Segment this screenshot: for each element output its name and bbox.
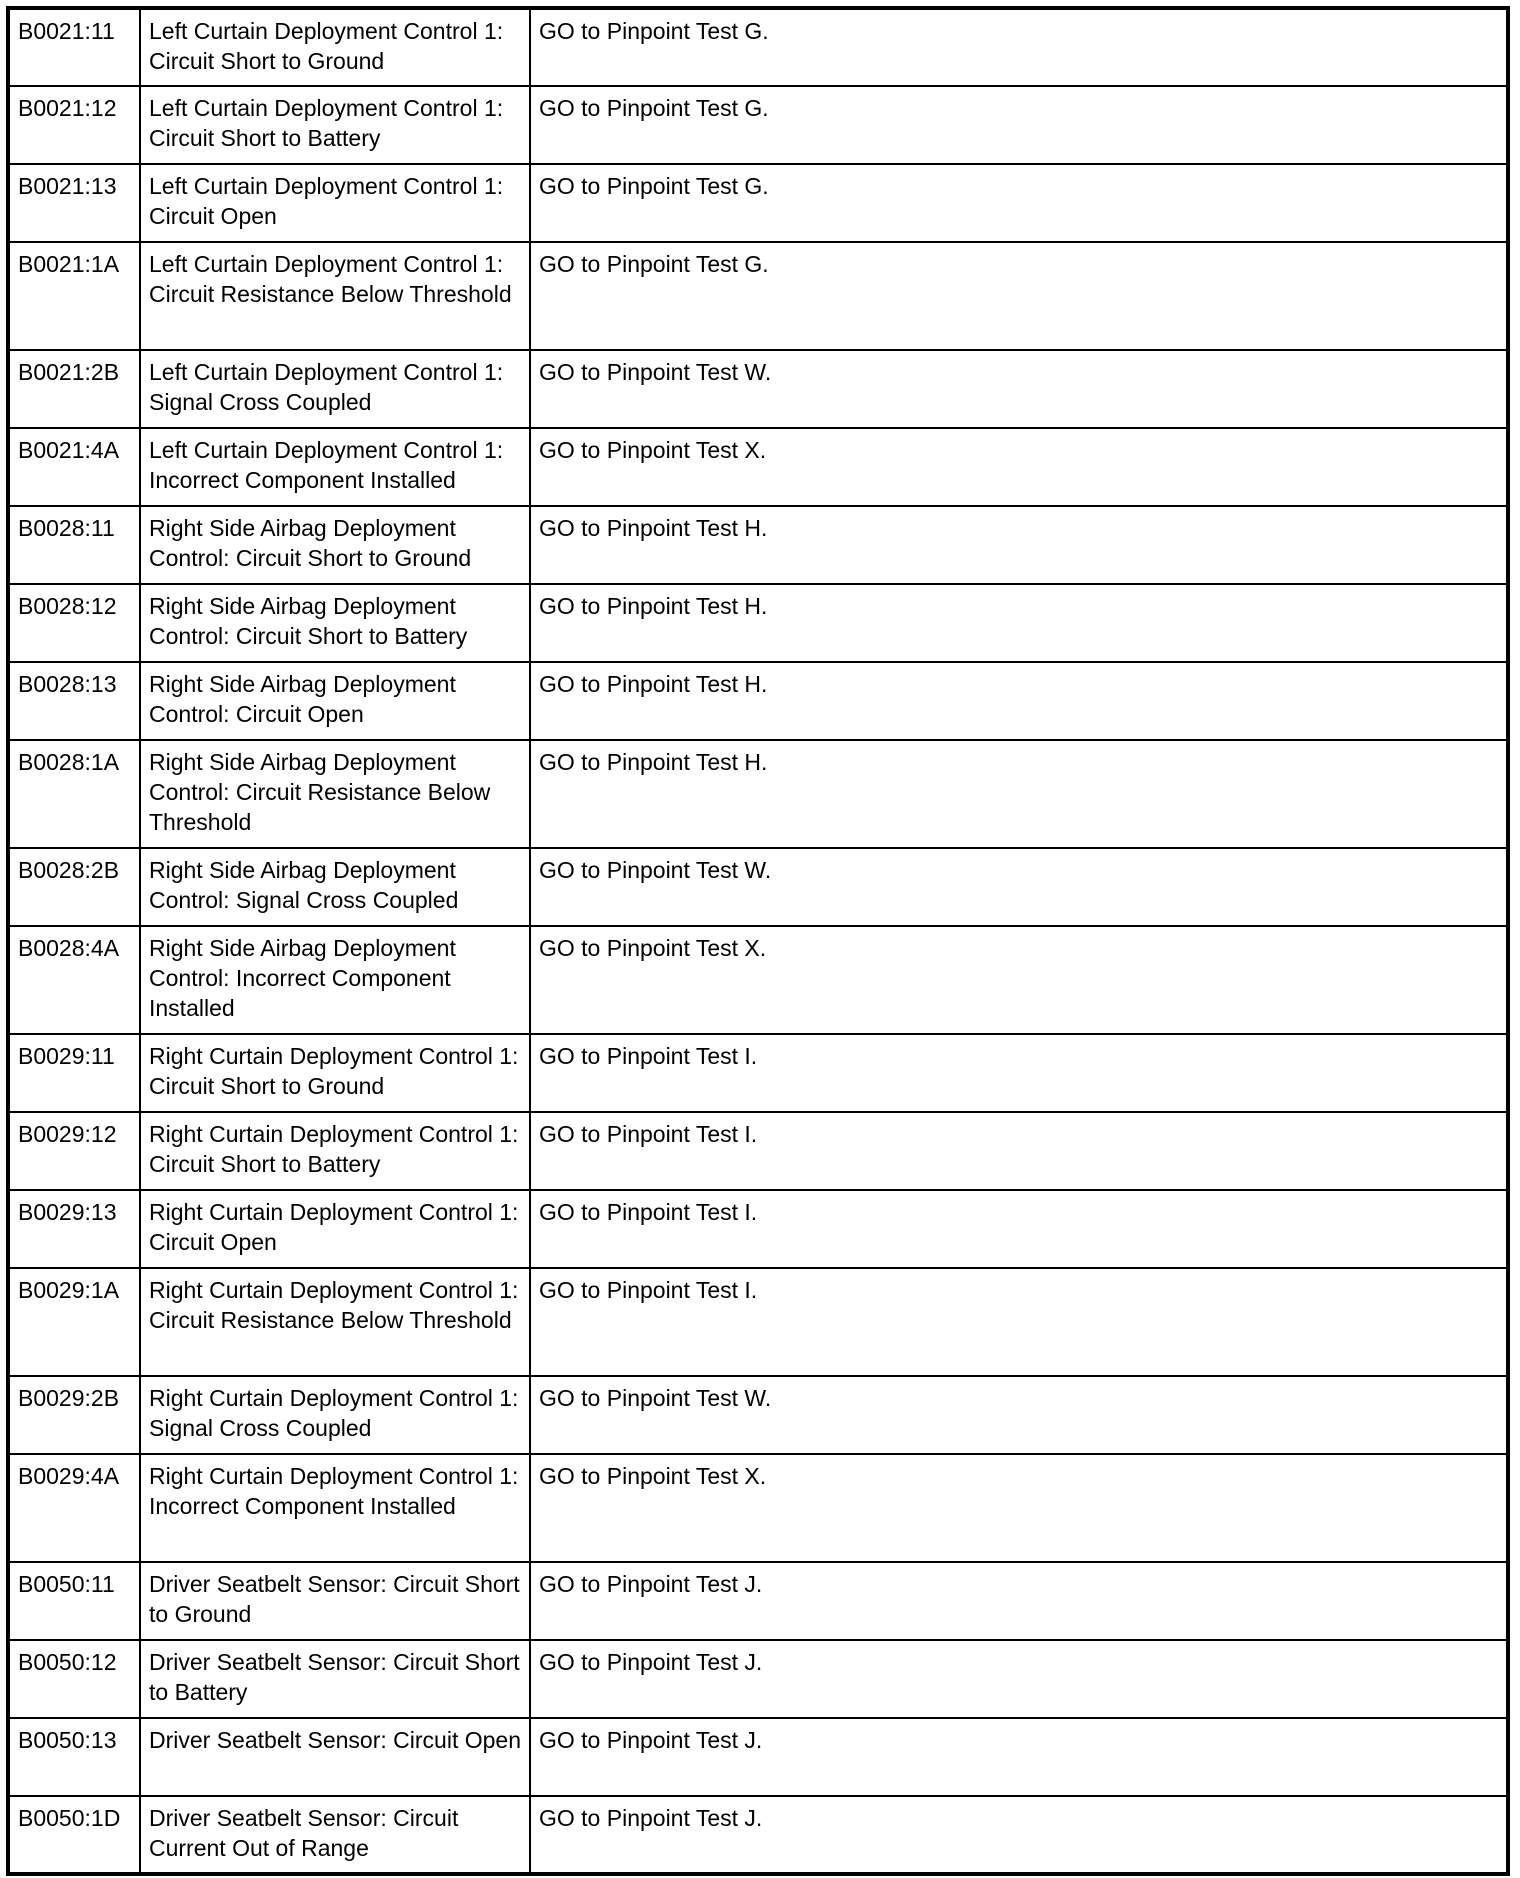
description-cell: Right Curtain Deployment Control 1: Circuit Resistance Below Threshold [140,1268,530,1376]
dtc-code-cell: B0050:1D [8,1796,140,1874]
dtc-code-cell: B0029:13 [8,1190,140,1268]
action-cell: GO to Pinpoint Test H. [530,740,1508,848]
description-cell: Left Curtain Deployment Control 1: Circuit Resistance Below Threshold [140,242,530,350]
table-row [8,242,1508,350]
table-row [8,1454,1508,1562]
description-cell: Right Side Airbag Deployment Control: Incorrect Component Installed [140,926,530,1034]
description-cell: Driver Seatbelt Sensor: Circuit Open [140,1718,530,1796]
description-cell: Left Curtain Deployment Control 1: Circuit Short to Battery [140,86,530,164]
action-cell: GO to Pinpoint Test G. [530,242,1508,350]
table-row [8,1718,1508,1796]
description-cell: Left Curtain Deployment Control 1: Signal Cross Coupled [140,350,530,428]
description-cell: Right Curtain Deployment Control 1: Circuit Open [140,1190,530,1268]
action-cell: GO to Pinpoint Test G. [530,8,1508,86]
description-cell: Left Curtain Deployment Control 1: Circuit Short to Ground [140,8,530,86]
dtc-code-cell: B0050:13 [8,1718,140,1796]
description-cell: Driver Seatbelt Sensor: Circuit Short to Ground [140,1562,530,1640]
action-cell: GO to Pinpoint Test G. [530,164,1508,242]
table-row [8,1796,1508,1874]
table-row [8,1034,1508,1112]
table-row [8,926,1508,1034]
action-cell: GO to Pinpoint Test H. [530,506,1508,584]
action-cell: GO to Pinpoint Test G. [530,86,1508,164]
dtc-code-cell: B0028:12 [8,584,140,662]
table-row [8,428,1508,506]
dtc-code-cell: B0029:1A [8,1268,140,1376]
dtc-code-cell: B0050:12 [8,1640,140,1718]
table-row [8,86,1508,164]
dtc-code-cell: B0028:2B [8,848,140,926]
action-cell: GO to Pinpoint Test W. [530,350,1508,428]
action-cell: GO to Pinpoint Test J. [530,1640,1508,1718]
action-cell: GO to Pinpoint Test H. [530,584,1508,662]
action-cell: GO to Pinpoint Test J. [530,1796,1508,1874]
table-row [8,848,1508,926]
description-cell: Left Curtain Deployment Control 1: Circuit Open [140,164,530,242]
description-cell: Right Curtain Deployment Control 1: Signal Cross Coupled [140,1376,530,1454]
description-cell: Right Side Airbag Deployment Control: Circuit Open [140,662,530,740]
description-cell: Right Curtain Deployment Control 1: Circuit Short to Ground [140,1034,530,1112]
table-row [8,1112,1508,1190]
table-row [8,1268,1508,1376]
action-cell: GO to Pinpoint Test X. [530,1454,1508,1562]
action-cell: GO to Pinpoint Test H. [530,662,1508,740]
action-cell: GO to Pinpoint Test I. [530,1034,1508,1112]
dtc-code-cell: B0029:11 [8,1034,140,1112]
dtc-code-cell: B0021:13 [8,164,140,242]
description-cell: Driver Seatbelt Sensor: Circuit Current Out of Range [140,1796,530,1874]
dtc-code-cell: B0021:4A [8,428,140,506]
action-cell: GO to Pinpoint Test I. [530,1190,1508,1268]
dtc-code-cell: B0029:4A [8,1454,140,1562]
dtc-code-cell: B0028:4A [8,926,140,1034]
description-cell: Right Side Airbag Deployment Control: Circuit Short to Battery [140,584,530,662]
table-row [8,164,1508,242]
dtc-code-cell: B0028:1A [8,740,140,848]
action-cell: GO to Pinpoint Test I. [530,1112,1508,1190]
action-cell: GO to Pinpoint Test J. [530,1718,1508,1796]
dtc-code-cell: B0029:2B [8,1376,140,1454]
description-cell: Right Curtain Deployment Control 1: Incorrect Component Installed [140,1454,530,1562]
table-row [8,740,1508,848]
description-cell: Right Curtain Deployment Control 1: Circuit Short to Battery [140,1112,530,1190]
dtc-code-cell: B0021:1A [8,242,140,350]
action-cell: GO to Pinpoint Test W. [530,848,1508,926]
table-row [8,1190,1508,1268]
description-cell: Right Side Airbag Deployment Control: Signal Cross Coupled [140,848,530,926]
table-row [8,1640,1508,1718]
dtc-code-cell: B0021:2B [8,350,140,428]
dtc-table [6,6,1510,1876]
table-row [8,8,1508,86]
action-cell: GO to Pinpoint Test J. [530,1562,1508,1640]
description-cell: Driver Seatbelt Sensor: Circuit Short to Battery [140,1640,530,1718]
dtc-code-cell: B0028:11 [8,506,140,584]
table-row [8,350,1508,428]
table-row [8,1376,1508,1454]
dtc-code-cell: B0050:11 [8,1562,140,1640]
description-cell: Right Side Airbag Deployment Control: Circuit Short to Ground [140,506,530,584]
action-cell: GO to Pinpoint Test X. [530,926,1508,1034]
dtc-code-cell: B0021:11 [8,8,140,86]
table-row [8,506,1508,584]
table-row [8,1562,1508,1640]
description-cell: Right Side Airbag Deployment Control: Circuit Resistance Below Threshold [140,740,530,848]
table-row [8,584,1508,662]
table-row [8,662,1508,740]
dtc-code-cell: B0028:13 [8,662,140,740]
dtc-code-cell: B0021:12 [8,86,140,164]
action-cell: GO to Pinpoint Test W. [530,1376,1508,1454]
description-cell: Left Curtain Deployment Control 1: Incorrect Component Installed [140,428,530,506]
action-cell: GO to Pinpoint Test I. [530,1268,1508,1376]
dtc-code-cell: B0029:12 [8,1112,140,1190]
action-cell: GO to Pinpoint Test X. [530,428,1508,506]
